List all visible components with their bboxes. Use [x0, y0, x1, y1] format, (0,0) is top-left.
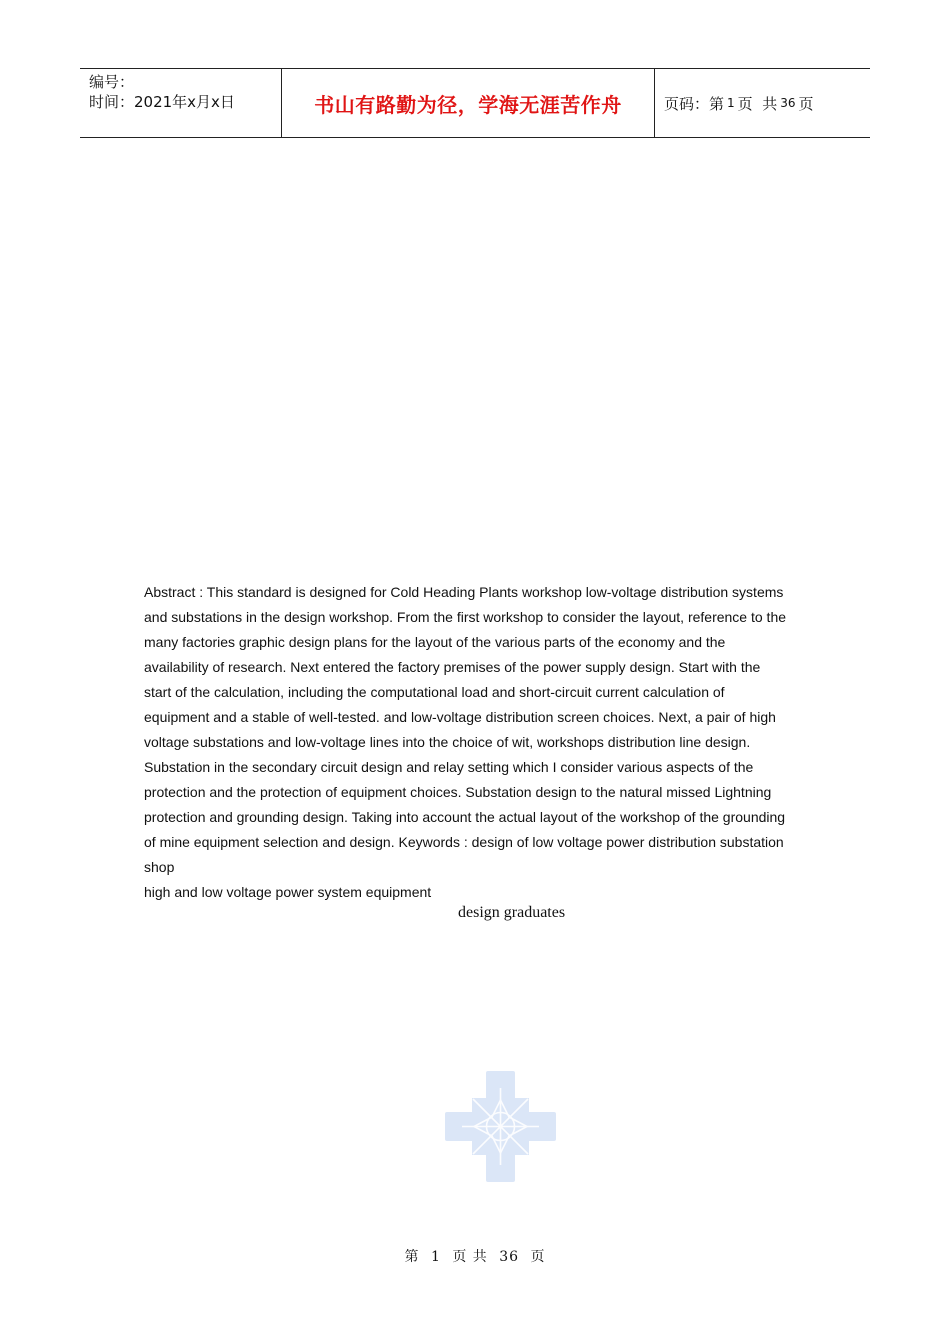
- header-motto: 书山有路勤为径，学海无涯苦作舟: [314, 92, 622, 117]
- header-page-suffix: 页: [798, 94, 814, 113]
- abstract-line: Abstract : This standard is designed for Cold Heading Plants workshop low-voltage distribution systems: [144, 584, 784, 600]
- header-page-prefix: 页码：第: [664, 94, 725, 113]
- page-footer: [0, 1246, 950, 1266]
- abstract-line: of mine equipment selection and design. Keywords : design of low voltage power distribution substation: [144, 834, 784, 850]
- abstract-line: high and low voltage power system equipment: [144, 884, 432, 900]
- abstract-line: equipment and a stable of well-tested. and low-voltage distribution screen choices. Next, a pair of high: [144, 709, 776, 725]
- header-page-cell: [655, 69, 870, 137]
- footer-page-total: 36: [499, 1249, 520, 1265]
- abstract-line: protection and grounding design. Taking into account the actual layout of the workshop of the grounding: [144, 809, 786, 825]
- abstract-line: Substation in the secondary circuit design and relay setting which I consider various aspects of the: [144, 759, 754, 775]
- abstract-line: voltage substations and low-voltage lines into the choice of wit, workshops distribution line design.: [144, 734, 751, 750]
- footer-prefix: 第: [404, 1249, 420, 1265]
- footer-suffix: 页: [530, 1249, 546, 1265]
- abstract-line: shop: [144, 859, 175, 875]
- snowflake-star-watermark-icon: [443, 1070, 558, 1183]
- abstract-line: many factories graphic design plans for the layout of the various parts of the economy and the: [144, 634, 726, 650]
- footer-page-current: 1: [430, 1249, 441, 1265]
- document-header: [80, 68, 870, 138]
- header-motto-cell: [281, 69, 655, 137]
- header-page-total: 36: [780, 96, 796, 110]
- abstract-line: and substations in the design workshop. From the first workshop to consider the layout, reference to the: [144, 609, 787, 625]
- header-page-current: 1: [727, 96, 735, 110]
- abstract-line: availability of research. Next entered the factory premises of the power supply design. Start with the: [144, 659, 761, 675]
- abstract-line: protection and the protection of equipment choices. Substation design to the natural missed Lightning: [144, 784, 772, 800]
- header-meta-cell: [80, 69, 281, 137]
- header-page-mid: 页 共: [737, 94, 778, 113]
- abstract-subline: design graduates: [458, 904, 566, 921]
- document-time-label: 时间：2021年x月x日: [89, 93, 235, 111]
- abstract-line: start of the calculation, including the computational load and short-circuit current calculation of: [144, 684, 725, 700]
- abstract-block: [144, 580, 810, 905]
- footer-mid: 页 共: [452, 1249, 488, 1265]
- document-number-label: 编号：: [89, 73, 135, 91]
